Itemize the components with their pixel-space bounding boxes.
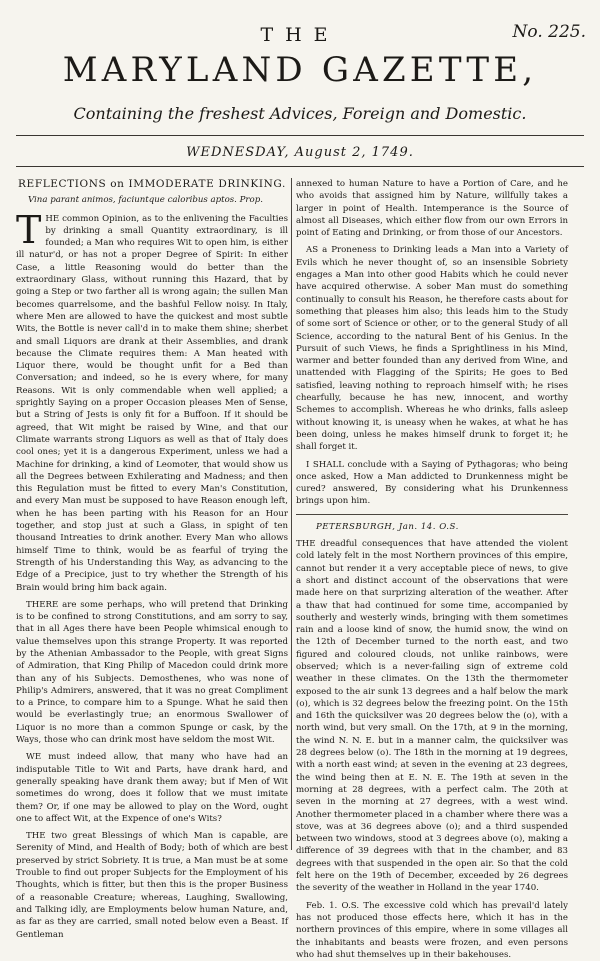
article-paragraph: THE dreadful consequences that have attended the violent cold lately felt in the most Northern provinces of this empire, cannot but render it a very acceptable piece of news, to give a short and distinct account of the observations that were made here on that surprizing alteration of the weather. After a thaw that had continued for some time, accompanied by southerly and westerly winds, bringing with them sometimes rain and a loose kind of snow, the humid snow, the wind on the 12th of December turned to the north east, and two figured and coloured clouds, not unlike rainbows, were observed; which is a never-failing sign of extreme cold weather in these climates. On the 13th the thermometer exposed to the air sunk 13 degrees and a half below the mark (o), which is 32 degrees below the freezing point. On the 15th and 16th the quicksilver was 20 degrees below the (o), with a north wind, but very small. On the 17th, at 9 in the morning, the wind N. N. E. but in a manner calm, the quicksilver was 28 degrees below (o). The 18th in the morning at 19 degrees, with a north east wind; at seven in the evening at 23 degrees, the wind being then at E. N. E. The 19th at seven in the morning at 28 degrees, with a perfect calm. The 20th at seven in the morning at 27 degrees, with a west wind. Another thermometer placed in a chamber where there was a stove, was at 36 degrees above (o); and a third suspended between two windows, stood at 3 degrees above (o), making a difference of 39 degrees with that in the chamber, and 83 degrees with that suspended in the open air. So that the cold felt here on the 19th of December, exceeded by 26 degrees the severity of the weather in Holland in the year 1740.	[296, 539, 568, 894]
article-paragraph: annexed to human Nature to have a Portion of Care, and he who avoids that assigned him by Nature, willfully takes a larger in point of Health. Intemperance is the Source of almost all Diseases, which either flow from our own Errors in point of Eating and Drinking, or from those of our Ancestors.	[296, 179, 568, 239]
article-paragraph: AS a Proneness to Drinking leads a Man into a Variety of Evils which he never thought of, so an insensible Sobriety engages a Man into other good Habits which he could never have acquired otherwise. A sober Man must do something continually to consult his Reason, he therefore casts about for something that pleases him also; this leads him to the Study of some sort of Science or other, or to the general Study of all Science, according to the natural Bent of his Genius. In the Pursuit of such Views, he finds a Sprightliness in his Mind, warmer and better founded than any derived from Wine, and unattended with Flagging of the Spirits; He goes to Bed satisfied, leaving nothing to reproach himself with; he rises chearfully, because he has new, innocent, and worthy Schemes to accomplish. Whereas he who drinks, falls asleep without knowing it, is uneasy when he wakes, at what he has been doing, unless he makes himself drunk to forget it; he shall forget it.	[296, 245, 568, 453]
newspaper-subtitle: Containing the freshest Advices, Foreign and Domestic.	[73, 104, 527, 123]
article-paragraph	[16, 207, 288, 594]
masthead-the: THE	[260, 24, 340, 46]
column-divider	[291, 178, 292, 850]
article-paragraph: WE must indeed allow, that many who have had an indisputable Title to Wit and Parts, have drank hard, and generally speaking have drank them away; but if Men of Wit sometimes do wrong, does it follow that we must imitate them? Or, if one may be allowed to play on the Word, ought one to affect Wit, at the Expence of one's Wits?	[16, 752, 288, 824]
issue-number: No. 225.	[512, 22, 586, 42]
right-column	[296, 178, 568, 960]
dateline-text: PETERSBURGH, Jan. 14. O.S.	[316, 521, 459, 532]
issue-dateline: WEDNESDAY, August 2, 1749.	[186, 145, 414, 160]
article-paragraph: THERE are some perhaps, who will pretend that Drinking is to be confined to strong Constitutions, and am sorry to say, that in all Ages there have been People whimsical enough to value themselves upon this strange Property. It was reported by the Athenian Ambassador to the People, with great Signs of Admiration, that King Philip of Macedon could drink more than any of his Subjects. Demosthenes, who was none of Philip's Admirers, answered, that it was no great Compliment to a Prince, to compare him to a Spunge. What he said then would be everlastingly true; an enormous Swallower of Liquor is no more than a common Spunge or cask, by the Ways, those who can drink most have seldom the most Wit.	[16, 599, 288, 746]
left-column	[16, 178, 288, 940]
newspaper-title: MARYLAND GAZETTE,	[62, 50, 538, 90]
masthead-rule-bottom	[16, 166, 584, 167]
article-paragraph: Feb. 1. O.S. The excessive cold which has prevail'd lately has not produced those effects here, which it has in the northern provinces of this empire, where in some villages all the inhabitants and beasts were frozen, and even persons who had shut themselves up in their bakehouses.	[296, 900, 568, 960]
article-motto: Vina parant animos, faciuntque caloribus aptos. Prop.	[28, 195, 263, 206]
article-paragraph: I SHALL conclude with a Saying of Pythagoras; who being once asked, How a Man addicted to Drunkenness might be cured? answered, By considering what his Drunkenness brings upon him.	[296, 459, 568, 507]
masthead-rule-top	[16, 135, 584, 136]
article-separator	[296, 514, 568, 515]
paragraph-text: HE common Opinion, as to the enlivening the Faculties by drinking a small Quantity extraordinary, is ill founded; a Man who requires Wit to open him, is either ill natur'd, or has not a proper Degree of Spirit: In either Case, a little Reasoning would do better than the extraordinary Glass, without running this Hazard, that by going a Step or two farther all is wrong again; the sullen Man becomes quarrelsome, and the bashful Fellow noisy. In Italy, where Men are allowed to have the quickest and most subtle Wits, the Bottle is never call'd in to make them shine; sherbet and small Liquors are drank at their Assemblies, and drank because the Climate requires them: A Man heated with Liquor there, would be thought unfit for a Bed than Conversation; and indeed, so he is every where, for many Reasons. Wit is only commendable when well applied; a sprightly Saying on a proper Occasion pleases Men of Sense, but a String of Jests is only fit for a Buffoon. If it should be agreed, that Wit might be raised by Wine, and that our Climate warrants strong Liquors as well as that of Italy does cool ones; yet it is a dangerous Experiment, unless we had a Machine for drinking, a kind of Leomoter, that would show us all the Degrees between Exhilerating and Madness; and then this Regulation must be fitted to every Man's Constitution, and every Man must be supposed to have Reason enough left, when he has been parting with his Reason for an Hour together, and stop just at such a Glass, in spight of ten thousand Intreaties to drink another. Every Man who allows himself Time to think, would be as fearful of trying the Strength of his Understanding this Way, as advancing to the Edge of a Precipice, just to try whether the Strength of his Brain would bring him back again.	[16, 213, 288, 593]
drop-cap: T	[16, 207, 42, 252]
masthead	[0, 0, 600, 170]
article-heading: REFLECTIONS on IMMODERATE DRINKING.	[18, 178, 286, 190]
news-dateline	[296, 521, 568, 533]
article-paragraph: THE two great Blessings of which Man is capable, are Serenity of Mind, and Health of Body; both of which are best preserved by strict Sobriety. It is true, a Man must be at some Trouble to find out proper Subjects for the Employment of his Thoughts, which is fitter, but then this is the proper Business of a reasonable Creature; whereas, Laughing, Swallowing, and Talking idly, are Employments below human Nature, and, as far as they are carried, small noted below even a Beast. If Gentleman	[16, 831, 288, 940]
